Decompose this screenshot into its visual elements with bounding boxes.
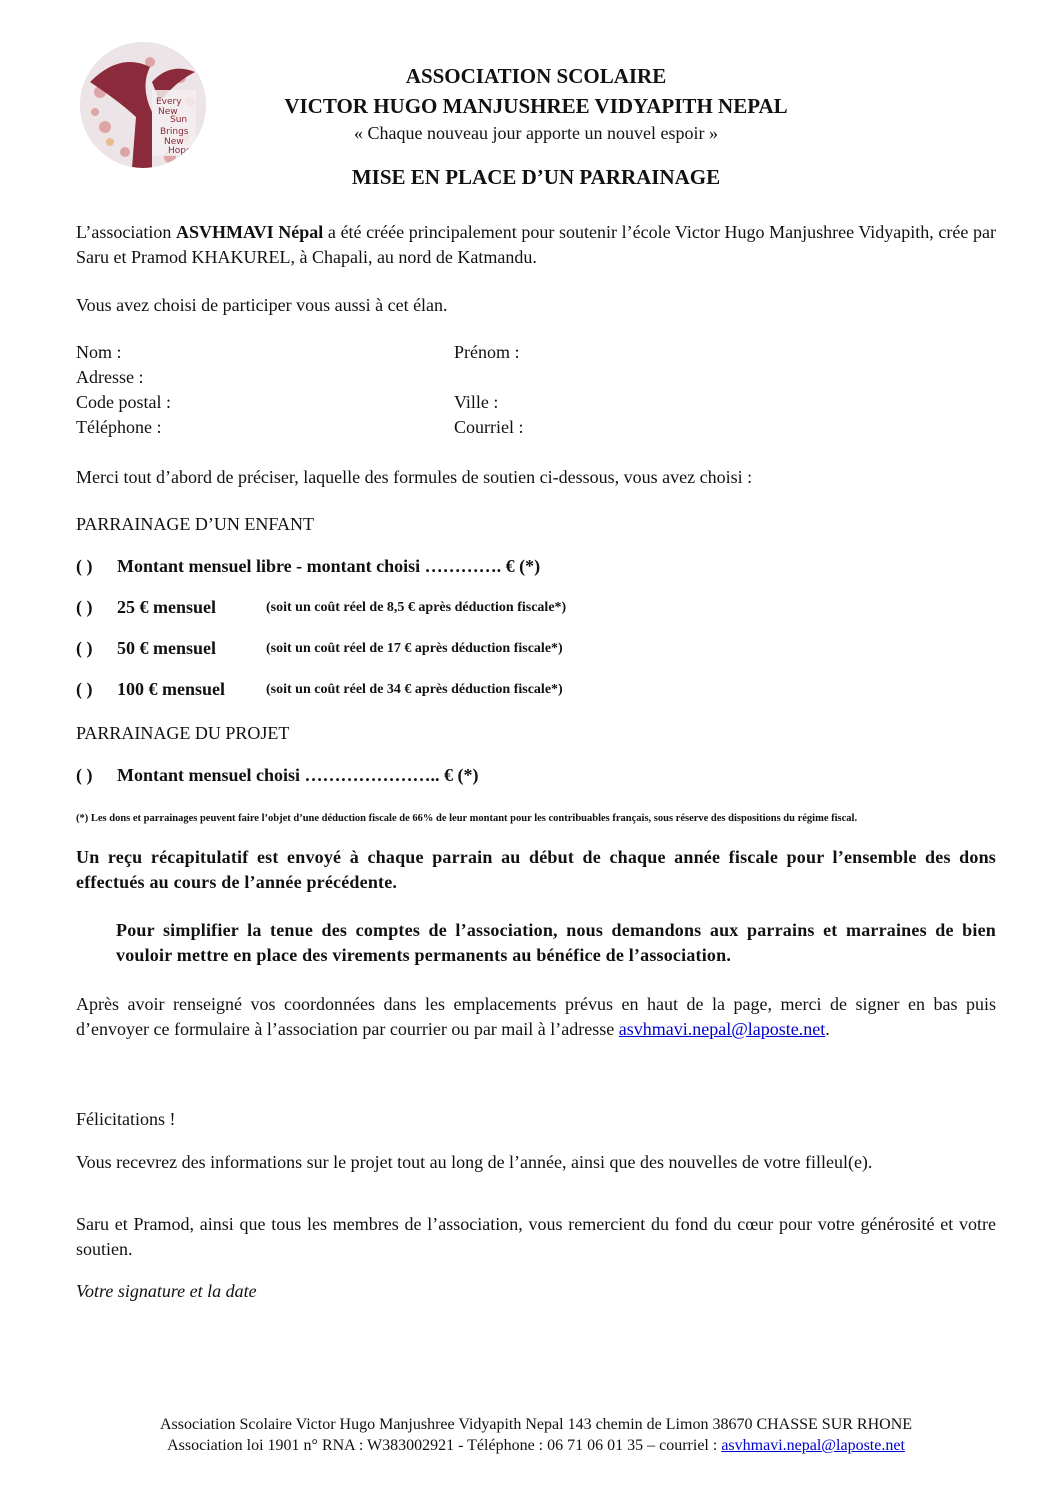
remerciements-paragraph: Saru et Pramod, ainsi que tous les membres de l’association, vous remercient du fond du cœur pour votre générosité et votre soutien. — [76, 1214, 996, 1259]
prenom-field-label[interactable]: Prénom : — [454, 342, 520, 362]
code-postal-field-label[interactable]: Code postal : — [76, 392, 171, 412]
instructions-text: Après avoir renseigné vos coordonnées dans les emplacements prévus en haut de la page, merci de signer en bas puis d’envoyer ce formulaire à l’association par courrier ou par mail à l’adresse — [76, 994, 996, 1039]
option-50-checkbox[interactable]: ( ) — [76, 638, 93, 658]
option-25-checkbox[interactable]: ( ) — [76, 597, 93, 617]
footer-contact-text: Association loi 1901 n° RNA : W383002921 - Téléphone : 06 71 06 01 35 – courriel : — [167, 1437, 722, 1454]
association-title: ASSOCIATION SCOLAIRE — [405, 64, 667, 88]
logo-text-3: Sun — [170, 115, 188, 125]
informations-paragraph: Vous recevrez des informations sur le projet tout au long de l’année, ainsi que des nouvelles de votre filleul(e). — [76, 1152, 873, 1172]
email-link[interactable]: asvhmavi.nepal@laposte.net — [618, 1019, 826, 1039]
ville-field-label[interactable]: Ville : — [454, 392, 499, 412]
logo-text-5: New — [164, 137, 184, 147]
logo-text-2: New — [158, 107, 178, 117]
intro-text-end: a été créée principalement pour soutenir l’école Victor Hugo Manjushree Vidyapith, crée par Saru et Pramod KHAKUREL, à Chapali, au nord de Katmandu. — [76, 222, 997, 267]
choice-paragraph: Vous avez choisi de participer vous aussi à cet élan. — [76, 295, 448, 315]
nom-field-label[interactable]: Nom : — [76, 342, 122, 362]
instructions-paragraph — [76, 992, 996, 1042]
question-text: Merci tout d’abord de préciser, laquelle des formules de soutien ci-dessous, vous avez choisi : — [76, 467, 753, 487]
option-50-note: (soit un coût réel de 17 € après déduction fiscale*) — [266, 641, 563, 656]
option-projet-label: Montant mensuel choisi ………………….. € (*) — [117, 765, 479, 785]
option-libre-checkbox[interactable]: ( ) — [76, 556, 93, 576]
logo-text-1: Every — [156, 97, 182, 107]
adresse-field-label[interactable]: Adresse : — [76, 367, 144, 387]
courriel-field-label[interactable]: Courriel : — [454, 417, 524, 437]
instructions-end: . — [825, 1019, 830, 1039]
option-50-amount: 50 € mensuel — [117, 638, 216, 658]
telephone-field-label[interactable]: Téléphone : — [76, 417, 162, 437]
intro-text-start: L’association — [76, 222, 176, 242]
fiscal-footnote: (*) Les dons et parrainages peuvent faire l’objet d’une déduction fiscale de 66% de leur montant pour les contribuables français, sous réserve des dispositions du régime fiscal. — [76, 813, 858, 824]
option-25-amount: 25 € mensuel — [117, 597, 216, 617]
signature-label: Votre signature et la date — [76, 1281, 257, 1301]
option-25-note: (soit un coût réel de 8,5 € après déduction fiscale*) — [266, 600, 567, 615]
projet-heading: PARRAINAGE DU PROJET — [76, 723, 290, 743]
motto: « Chaque nouveau jour apporte un nouvel espoir » — [354, 123, 718, 143]
footer-email-link[interactable]: asvhmavi.nepal@laposte.net — [721, 1437, 905, 1454]
footer-contact — [0, 1435, 1058, 1456]
recu-paragraph: Un reçu récapitulatif est envoyé à chaque parrain au début de chaque année fiscale pour l’ensemble des dons effectués au cours de l’année précédente. — [76, 847, 996, 892]
school-name: VICTOR HUGO MANJUSHREE VIDYAPITH NEPAL — [284, 94, 788, 118]
logo-text-4: Brings — [160, 127, 189, 137]
felicitations-text: Félicitations ! — [76, 1109, 176, 1129]
intro-paragraph — [76, 220, 996, 270]
logo-text-6: Hope — [168, 146, 192, 156]
option-100-checkbox[interactable]: ( ) — [76, 679, 93, 699]
footer-address: Association Scolaire Victor Hugo Manjushree Vidyapith Nepal 143 chemin de Limon 38670 CHASSE SUR RHONE — [159, 1416, 913, 1433]
option-100-note: (soit un coût réel de 34 € après déduction fiscale*) — [266, 682, 563, 697]
virements-paragraph: Pour simplifier la tenue des comptes de l’association, nous demandons aux parrains et marraines de bien vouloir mettre en place des virements permanents au bénéfice de l’association. — [116, 920, 996, 965]
option-projet-checkbox[interactable]: ( ) — [76, 765, 93, 785]
option-libre-label: Montant mensuel libre - montant choisi …………. € (*) — [117, 556, 541, 576]
enfant-heading: PARRAINAGE D’UN ENFANT — [76, 514, 315, 534]
option-100-amount: 100 € mensuel — [117, 679, 225, 699]
page-title: MISE EN PLACE D’UN PARRAINAGE — [351, 165, 721, 189]
association-name: ASVHMAVI Népal — [175, 222, 324, 242]
